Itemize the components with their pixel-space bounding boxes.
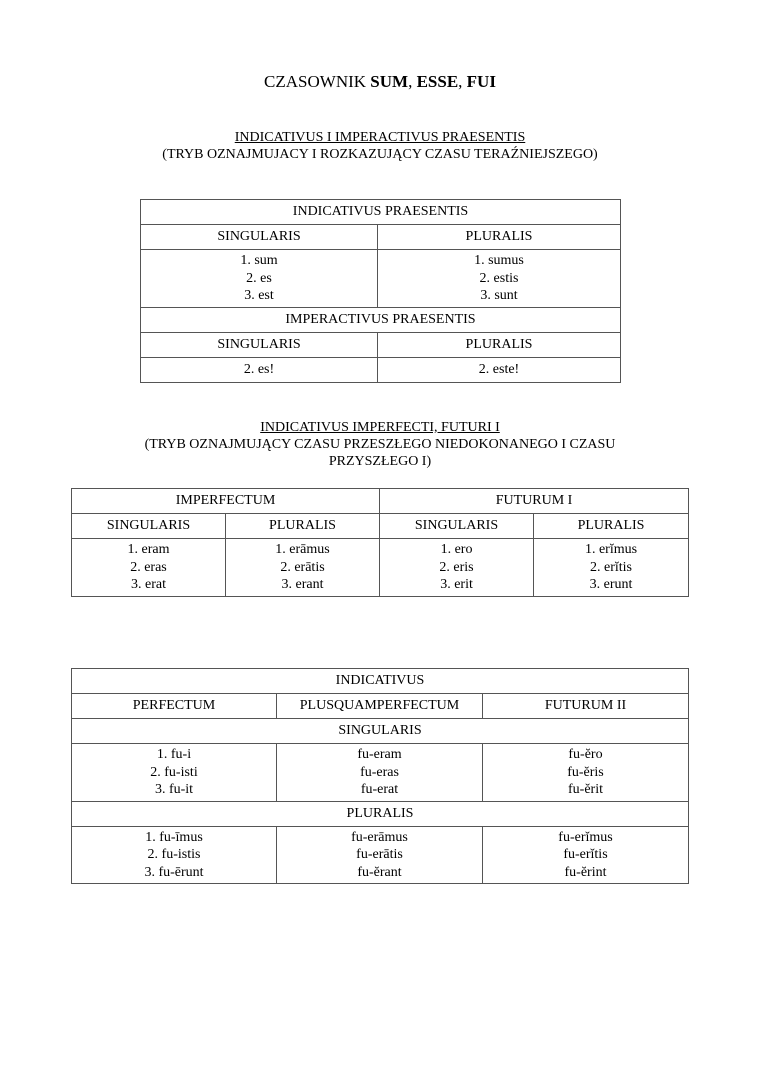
form-cell: fu-ĕrint <box>564 864 607 880</box>
form-cell: fu-eras <box>360 764 399 780</box>
ind-praes-singular-cell <box>141 250 378 308</box>
section2-subheading-line1: (TRYB OZNAJMUJĄCY CZASU PRZESZŁEGO NIEDOKONANEGO I CZASU <box>144 437 616 452</box>
imperfectum-singular-cell <box>72 539 226 597</box>
form-cell: 3. erunt <box>589 577 633 592</box>
imp-praes-singular-cell: 2. es! <box>141 357 378 382</box>
table-row <box>141 307 621 332</box>
indicativus-header: INDICATIVUS <box>72 669 689 694</box>
form-cell: fu-eram <box>357 747 402 762</box>
section2-heading-block <box>0 419 760 470</box>
perfectum-header: PERFECTUM <box>72 694 277 719</box>
pluralis-header: PLURALIS <box>72 801 689 826</box>
singularis-header: SINGULARIS <box>380 514 534 539</box>
plusquamperfectum-header: PLUSQUAMPERFECTUM <box>277 694 483 719</box>
table-row <box>72 514 689 539</box>
table-row <box>141 357 621 382</box>
table-row <box>72 719 689 744</box>
singularis-header: SINGULARIS <box>141 332 378 357</box>
section1-subheading: (TRYB OZNAJMUJACY I ROZKAZUJĄCY CZASU TERAŹNIEJSZEGO) <box>162 147 598 162</box>
form-cell: 2. eris <box>439 559 474 575</box>
section1-heading: INDICATIVUS I IMPERACTIVUS PRAESENTIS <box>234 130 526 145</box>
table-row <box>72 539 689 597</box>
futurum-ii-singular-cell <box>483 744 689 802</box>
perfectum-singular-cell <box>72 744 277 802</box>
form-cell: 1. ero <box>440 542 473 557</box>
perfectum-table <box>71 668 689 884</box>
imperfecti-futuri-table <box>71 488 689 597</box>
form-cell: 1. fu-īmus <box>145 829 203 845</box>
form-cell: 2. estis <box>479 270 519 286</box>
futurum-ii-plural-cell <box>483 826 689 884</box>
table-row <box>72 489 689 514</box>
table-row <box>72 826 689 884</box>
form-cell: fu-erātis <box>356 847 403 862</box>
form-cell: 2. erātis <box>280 559 325 575</box>
form-cell: 1. sumus <box>474 253 524 268</box>
form-cell: 2. erĭtis <box>590 559 633 575</box>
imperfectum-plural-cell <box>226 539 380 597</box>
imp-praes-plural-cell: 2. este! <box>378 357 621 382</box>
form-cell: 3. fu-ērunt <box>144 864 204 880</box>
form-cell: 2. es <box>246 270 272 286</box>
form-cell: fu-erāmus <box>351 829 408 845</box>
singularis-header: SINGULARIS <box>72 719 689 744</box>
form-cell: fu-ĕro <box>568 747 603 762</box>
form-cell: fu-ĕris <box>567 764 604 780</box>
form-cell: fu-ĕrant <box>357 864 402 880</box>
section2-subheading-line2: PRZYSZŁEGO I) <box>328 454 432 469</box>
table-row <box>72 694 689 719</box>
table-row <box>72 669 689 694</box>
form-cell: 1. eram <box>127 542 170 557</box>
pluralis-header: PLURALIS <box>534 514 689 539</box>
form-cell: 3. sunt <box>480 288 518 303</box>
form-cell: fu-erĭmus <box>558 829 613 845</box>
section1-heading-block <box>0 129 760 163</box>
plusquamperfectum-plural-cell <box>277 826 483 884</box>
imperactivus-praesentis-header: IMPERACTIVUS PRAESENTIS <box>141 307 621 332</box>
page-title <box>0 72 760 92</box>
title-sep-2: , <box>458 72 467 91</box>
title-prefix: CZASOWNIK <box>264 72 371 91</box>
title-sep-1: , <box>408 72 417 91</box>
form-cell: fu-ĕrit <box>568 782 603 797</box>
title-sum: SUM <box>370 72 409 91</box>
section2-heading: INDICATIVUS IMPERFECTI, FUTURI I <box>260 420 500 435</box>
form-cell: 3. erit <box>440 577 473 592</box>
futurum-ii-header: FUTURUM II <box>483 694 689 719</box>
form-cell: fu-erĭtis <box>563 847 608 862</box>
form-cell: fu-erat <box>360 782 399 797</box>
form-cell: 1. fu-i <box>156 747 192 762</box>
title-fui: FUI <box>466 72 496 91</box>
table-row <box>72 801 689 826</box>
singularis-header: SINGULARIS <box>141 225 378 250</box>
pluralis-header: PLURALIS <box>378 225 621 250</box>
table-row <box>141 250 621 308</box>
form-cell: 1. erĭmus <box>584 542 638 557</box>
form-cell: 2. eras <box>130 559 167 575</box>
table-row <box>141 200 621 225</box>
pluralis-header: PLURALIS <box>226 514 380 539</box>
pluralis-header: PLURALIS <box>378 332 621 357</box>
table-row <box>141 225 621 250</box>
form-cell: 3. erat <box>131 577 166 592</box>
plusquamperfectum-singular-cell <box>277 744 483 802</box>
table-row <box>72 744 689 802</box>
indicativus-praesentis-header: INDICATIVUS PRAESENTIS <box>141 200 621 225</box>
singularis-header: SINGULARIS <box>72 514 226 539</box>
imperfectum-header: IMPERFECTUM <box>72 489 380 514</box>
form-cell: 2. fu-isti <box>150 764 198 780</box>
form-cell: 2. fu-istis <box>147 847 201 862</box>
futurum-singular-cell <box>380 539 534 597</box>
form-cell: 3. erant <box>281 577 324 592</box>
perfectum-plural-cell <box>72 826 277 884</box>
praesentis-table <box>140 199 621 383</box>
form-cell: 1. sum <box>240 253 278 268</box>
table-row <box>141 332 621 357</box>
ind-praes-plural-cell <box>378 250 621 308</box>
form-cell: 1. erāmus <box>275 542 330 557</box>
title-esse: ESSE <box>416 72 459 91</box>
futurum-plural-cell <box>534 539 689 597</box>
form-cell: 3. fu-it <box>154 782 194 797</box>
form-cell: 3. est <box>244 288 274 303</box>
futurum-i-header: FUTURUM I <box>380 489 689 514</box>
